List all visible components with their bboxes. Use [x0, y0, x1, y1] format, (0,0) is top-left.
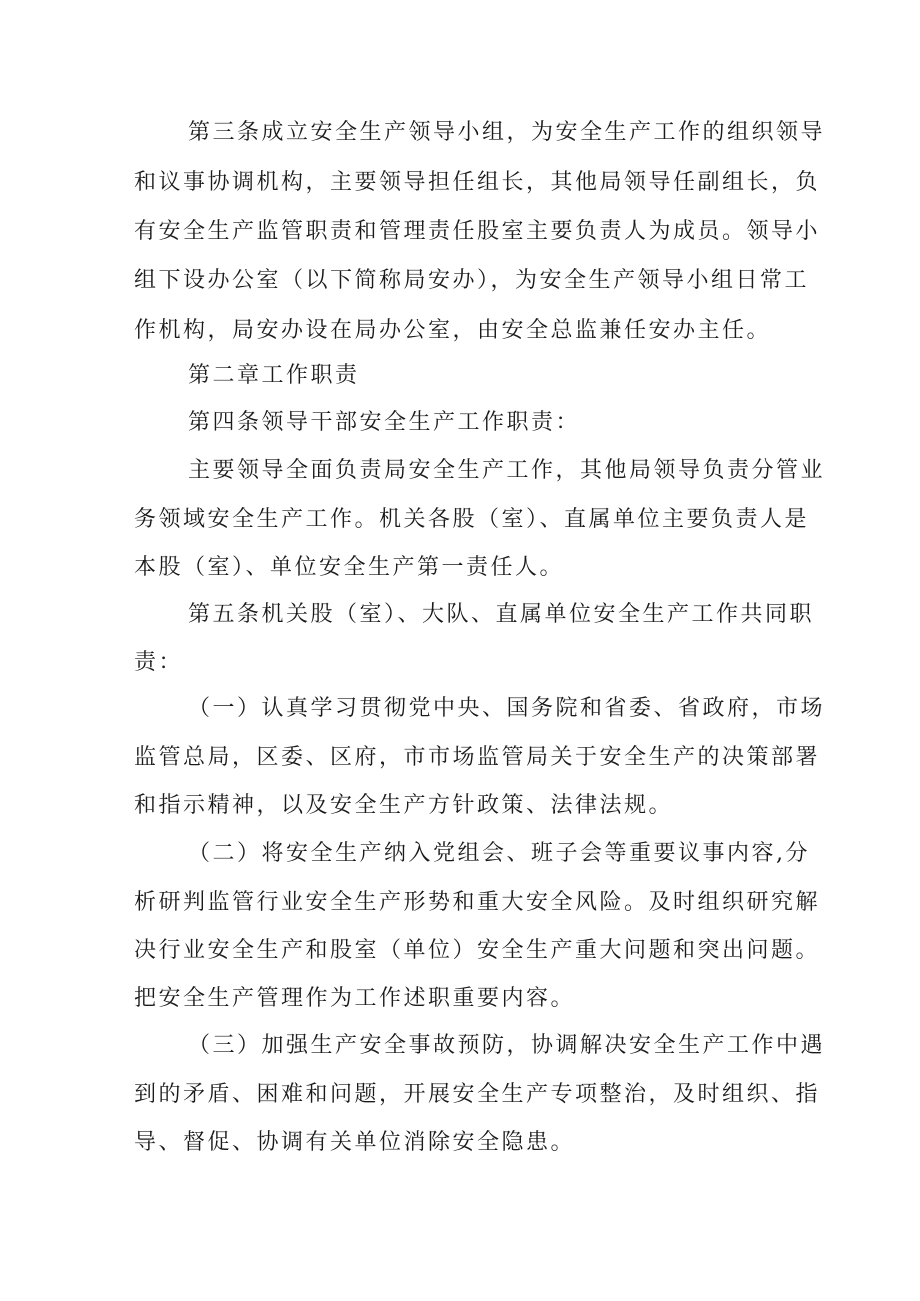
- text-line: 和指示精神，以及安全生产方针政策、法律法规。: [134, 793, 674, 818]
- text-line: 监管总局，区委、区府，市市场监管局关于安全生产的决策部署: [134, 745, 821, 770]
- text-line: 到的矛盾、困难和问题，开展安全生产专项整治，及时组织、指: [134, 1082, 821, 1107]
- text-line: 组下设办公室（以下简称局安办），为安全生产领导小组日常工: [134, 268, 810, 293]
- text-line: 导、督促、协调有关单位消除安全隐患。: [134, 1130, 576, 1155]
- text-line: 作机构，局安办设在局办公室，由安全总监兼任安办主任。: [134, 318, 772, 343]
- text-line: 和议事协调机构，主要领导担任组长，其他局领导任副组长，负: [134, 170, 821, 195]
- text-line: 决行业安全生产和股室（单位）安全生产重大问题和突出问题。: [134, 938, 821, 963]
- text-line: 本股（室）、单位安全生产第一责任人。: [134, 555, 565, 580]
- chapter-heading: 第二章工作职责: [188, 363, 360, 388]
- text-line: 有安全生产监管职责和管理责任股室主要负责人为成员。领导小: [134, 219, 821, 244]
- text-line: 把安全生产管理作为工作述职重要内容。: [134, 986, 576, 1011]
- text-line: （二）将安全生产纳入党组会、班子会等重要议事内容,分: [188, 841, 810, 866]
- text-line: （一）认真学习贯彻党中央、国务院和省委、省政府，市场: [188, 696, 826, 721]
- text-line: 第三条成立安全生产领导小组，为安全生产工作的组织领导: [188, 120, 826, 145]
- text-line: （三）加强生产安全事故预防，协调解决安全生产工作中遇: [188, 1033, 826, 1058]
- text-line: 析研判监管行业安全生产形势和重大安全风险。及时组织研究解: [134, 890, 821, 915]
- text-line: 第四条领导干部安全生产工作职责：: [188, 410, 581, 435]
- text-line: 务领域安全生产工作。机关各股（室）、直属单位主要负责人是: [134, 507, 810, 532]
- text-line: 主要领导全面负责局安全生产工作，其他局领导负责分管业: [188, 458, 826, 483]
- text-line: 第五条机关股（室）、大队、直属单位安全生产工作共同职: [188, 602, 815, 627]
- text-line: 责：: [134, 650, 184, 675]
